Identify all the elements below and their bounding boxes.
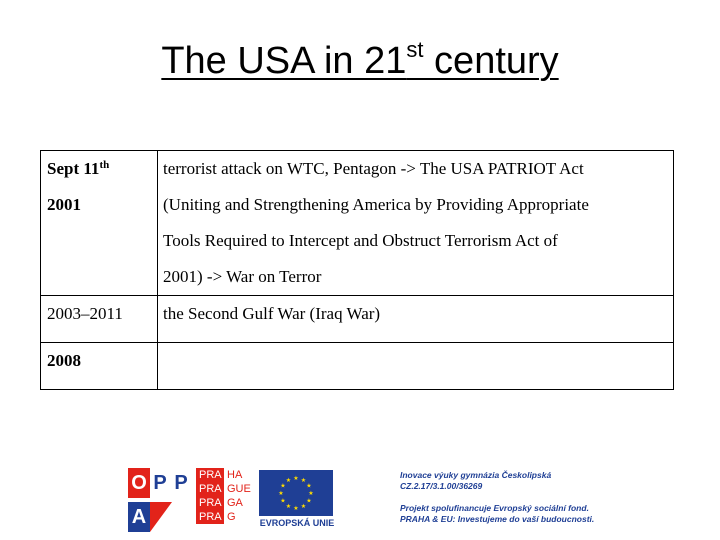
description-line [163, 343, 673, 379]
project-line [400, 492, 700, 503]
project-line: Inovace výuky gymnázia Českolipská [400, 470, 552, 480]
eu-stars-icon [259, 470, 333, 516]
date-text: 2003–2011 [47, 304, 123, 323]
praha-text: G [227, 511, 236, 523]
date-cell [41, 296, 158, 343]
praha-text: PRA [196, 468, 224, 482]
praha-row [196, 496, 252, 510]
footer-logos [0, 460, 720, 540]
svg-text:★: ★ [285, 503, 292, 510]
opp-letter: P [174, 472, 188, 494]
svg-text:★: ★ [278, 490, 284, 497]
date-cell [41, 343, 158, 390]
praha-text: GUE [227, 483, 251, 495]
title-prefix: The USA in 21 [161, 40, 407, 82]
svg-text:★: ★ [300, 503, 307, 510]
slide-title [0, 37, 720, 83]
table-row [41, 296, 674, 343]
title-superscript: st [406, 37, 424, 62]
praha-text: PRA [196, 496, 224, 510]
description-line: 2001) -> War on Terror [163, 267, 322, 286]
title-suffix: century [423, 40, 559, 82]
date-text: Sept 11 [47, 159, 100, 178]
date-text: 2008 [47, 351, 81, 370]
date-cell [41, 151, 158, 296]
praha-text: HA [227, 469, 243, 481]
description-line: Tools Required to Intercept and Obstruct Terrorism Act of [163, 231, 558, 250]
opp-letter: O [131, 472, 147, 494]
svg-text:★: ★ [293, 505, 299, 512]
table-row [41, 151, 674, 296]
svg-text:★: ★ [280, 482, 286, 490]
praha-text: GA [227, 497, 243, 509]
description-line: the Second Gulf War (Iraq War) [163, 304, 381, 323]
description-cell [158, 343, 674, 390]
svg-text:★: ★ [306, 482, 312, 490]
praha-text: PRA [196, 482, 224, 496]
svg-text:★: ★ [285, 477, 292, 484]
praha-row [196, 468, 252, 482]
svg-text:★: ★ [308, 490, 314, 497]
timeline-table [40, 150, 674, 390]
praha-row [196, 510, 252, 524]
praha-row [196, 482, 252, 496]
opp-letter: P [153, 472, 167, 494]
opp-logo [128, 468, 192, 532]
praha-logo [196, 468, 252, 532]
opp-letter: A [131, 506, 147, 528]
project-line: PRAHA & EU: Investujeme do vaší budoucnosti. [400, 514, 595, 524]
description-line: terrorist attack on WTC, Pentagon -> The USA PATRIOT Act [163, 159, 584, 178]
svg-text:★: ★ [300, 477, 307, 484]
eu-flag-icon [259, 470, 333, 516]
project-line: CZ.2.17/3.1.00/36269 [400, 481, 483, 491]
svg-text:★: ★ [280, 497, 286, 505]
svg-text:★: ★ [306, 497, 312, 505]
project-info [400, 470, 700, 525]
description-cell [158, 151, 674, 296]
praha-text: PRA [196, 510, 224, 524]
description-cell [158, 296, 674, 343]
description-line: (Uniting and Strengthening America by Providing Appropriate [163, 195, 589, 214]
svg-text:★: ★ [293, 475, 299, 482]
date-line [47, 151, 157, 187]
project-line: Projekt spolufinancuje Evropský sociální fond. [400, 503, 589, 513]
eu-label: EVROPSKÁ UNIE [259, 518, 335, 528]
table-row [41, 343, 674, 390]
date-superscript: th [99, 159, 110, 171]
date-year: 2001 [47, 195, 81, 214]
